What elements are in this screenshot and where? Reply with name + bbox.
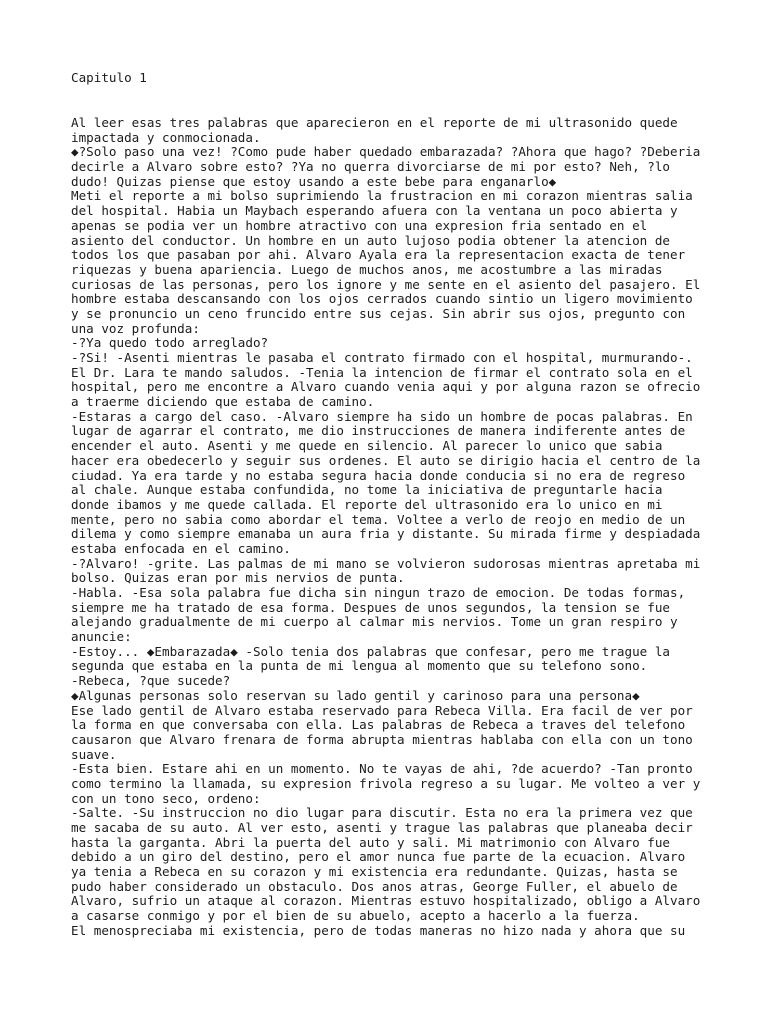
text-line: riquezas y buena apariencia. Luego de muchos anos, me acostumbre a las miradas <box>71 261 663 277</box>
text-line: como termino la llamada, su expresion frivola regreso a su lugar. Me volteo a ver y <box>71 775 701 791</box>
text-line: suave. <box>71 746 117 762</box>
text-line: siempre me ha tratado de esa forma. Despues de unos segundos, la tension se fue <box>71 599 670 615</box>
text-line: a traerme diciendo que estaba de camino. <box>71 394 375 410</box>
text-line: debido a un giro del destino, pero el amor nunca fue parte de la ecuacion. Alvaro <box>71 849 686 865</box>
text-line: Ese lado gentil de Alvaro estaba reservado para Rebeca Villa. Era facil de ver por <box>71 702 693 718</box>
text-line: todos los que pasaban por ahi. Alvaro Ayala era la representacion exacta de tener <box>71 247 686 263</box>
text-line: -Estoy... ◆Embarazada◆ -Solo tenia dos palabras que confesar, pero me trague la <box>71 643 670 659</box>
text-line: ciudad. Ya era tarde y no estaba segura hacia donde conducia si no era de regreso <box>71 467 686 483</box>
text-line: me sacaba de su auto. Al ver esto, asenti y trague las palabras que planeaba decir <box>71 820 693 835</box>
text-line: curiosas de las personas, pero los ignore y me sente en el asiento del pasajero. El <box>71 276 701 292</box>
text-line: -?Ya quedo todo arreglado? <box>71 335 269 351</box>
text-line: alejando gradualmente de mi cuerpo al calmar mis nervios. Tome un gran respiro y <box>71 614 678 630</box>
text-line: -Estaras a cargo del caso. -Alvaro siempre ha sido un hombre de pocas palabras. En <box>71 408 693 424</box>
text-line: con un tono seco, ordeno: <box>71 790 261 806</box>
chapter-body <box>71 116 700 939</box>
text-line: -?Alvaro! -grite. Las palmas de mi mano se volvieron sudorosas mientras apretaba mi <box>71 555 701 571</box>
text-line: pudo haber considerado un obstaculo. Dos anos atras, George Fuller, el abuelo de <box>71 878 678 894</box>
text-line: una voz profunda: <box>71 320 200 336</box>
text-line: hospital, pero me encontre a Alvaro cuando venia aqui y por alguna razon se ofrecio <box>71 379 701 395</box>
text-line: estaba enfocada en el camino. <box>71 540 291 556</box>
text-line: anuncie: <box>71 629 132 645</box>
text-line: ya tenia a Rebeca en su corazon y mi existencia era redundante. Quizas, hasta se <box>71 864 678 880</box>
text-line: -?Si! -Asenti mientras le pasaba el contrato firmado con el hospital, murmurando-. <box>71 350 693 365</box>
text-line: asiento del conductor. Un hombre en un auto lujoso podia obtener la atencion de <box>71 232 670 248</box>
text-line: apenas se podia ver un hombre atractivo con una expresion fria sentado en el <box>71 217 648 233</box>
text-line: segunda que estaba en la punta de mi lengua al momento que su telefono sono. <box>71 658 648 674</box>
text-line: dilema y como siempre emanaba un aura fria y distante. Su mirada firme y despiadada <box>71 526 701 542</box>
text-line: hombre estaba descansando con los ojos cerrados cuando sintio un ligero movimiento <box>71 291 693 307</box>
chapter-heading: Capitulo 1 <box>71 70 147 85</box>
text-line: hasta la garganta. Abri la puerta del auto y sali. Mi matrimonio con Alvaro fue <box>71 834 670 850</box>
text-line: dudo! Quizas piense que estoy usando a este bebe para enganarlo◆ <box>71 173 557 189</box>
text-line: del hospital. Habia un Maybach esperando afuera con la ventana un poco abierta y <box>71 203 678 219</box>
text-line: causaron que Alvaro frenara de forma abrupta mientras hablaba con ella con un tono <box>71 731 693 747</box>
text-line: Al leer esas tres palabras que aparecieron en el reporte de mi ultrasonido quede <box>71 115 678 130</box>
text-line: al chale. Aunque estaba confundida, no tome la iniciativa de preguntarle hacia <box>71 482 663 498</box>
text-line: Meti el reporte a mi bolso suprimiendo la frustracion en mi corazon mientras salia <box>71 188 693 204</box>
text-line: y se pronuncio un ceno fruncido entre sus cejas. Sin abrir sus ojos, pregunto con <box>71 305 686 321</box>
text-line: Alvaro, sufrio un ataque al corazon. Mientras estuvo hospitalizado, obligo a Alvaro <box>71 893 701 909</box>
text-line: -Salte. -Su instruccion no dio lugar para discutir. Esta no era la primera vez que <box>71 805 693 821</box>
text-line: El Dr. Lara te mando saludos. -Tenia la intencion de firmar el contrato sola en el <box>71 364 693 380</box>
text-line: impactada y conmocionada. <box>71 129 261 145</box>
text-line: encender el auto. Asenti y me quede en silencio. Al parecer lo unico que sabia <box>71 438 663 454</box>
text-line: donde ibamos y me quede callada. El reporte del ultrasonido era lo unico en mi <box>71 496 663 512</box>
text-line: a casarse conmigo y por el bien de su abuelo, acepto a hacerlo a la fuerza. <box>71 908 640 924</box>
text-line: la forma en que conversaba con ella. Las palabras de Rebeca a traves del telefono <box>71 717 686 733</box>
text-line: -Esta bien. Estare ahi en un momento. No te vayas de ahi, ?de acuerdo? -Tan pronto <box>71 761 693 777</box>
text-line: -Habla. -Esa sola palabra fue dicha sin ningun trazo de emocion. De todas formas, <box>71 585 686 600</box>
text-line: El menospreciaba mi existencia, pero de todas maneras no hizo nada y ahora que su <box>71 922 686 938</box>
text-line: lugar de agarrar el contrato, me dio instrucciones de manera indiferente antes de <box>71 423 686 439</box>
text-line: decirle a Alvaro sobre esto? ?Ya no querra divorciarse de mi por esto? Neh, ?lo <box>71 159 670 175</box>
text-line: ◆?Solo paso una vez! ?Como pude haber quedado embarazada? ?Ahora que hago? ?Deberia <box>71 144 701 160</box>
text-line: ◆Algunas personas solo reservan su lado gentil y carinoso para una persona◆ <box>71 687 640 703</box>
text-line: hacer era obedecerlo y seguir sus ordenes. El auto se dirigio hacia el centro de la <box>71 452 701 468</box>
text-line: mente, pero no sabia como abordar el tema. Voltee a verlo de reojo en medio de un <box>71 511 686 527</box>
text-line: -Rebeca, ?que sucede? <box>71 673 231 689</box>
text-line: bolso. Quizas eran por mis nervios de punta. <box>71 570 405 586</box>
